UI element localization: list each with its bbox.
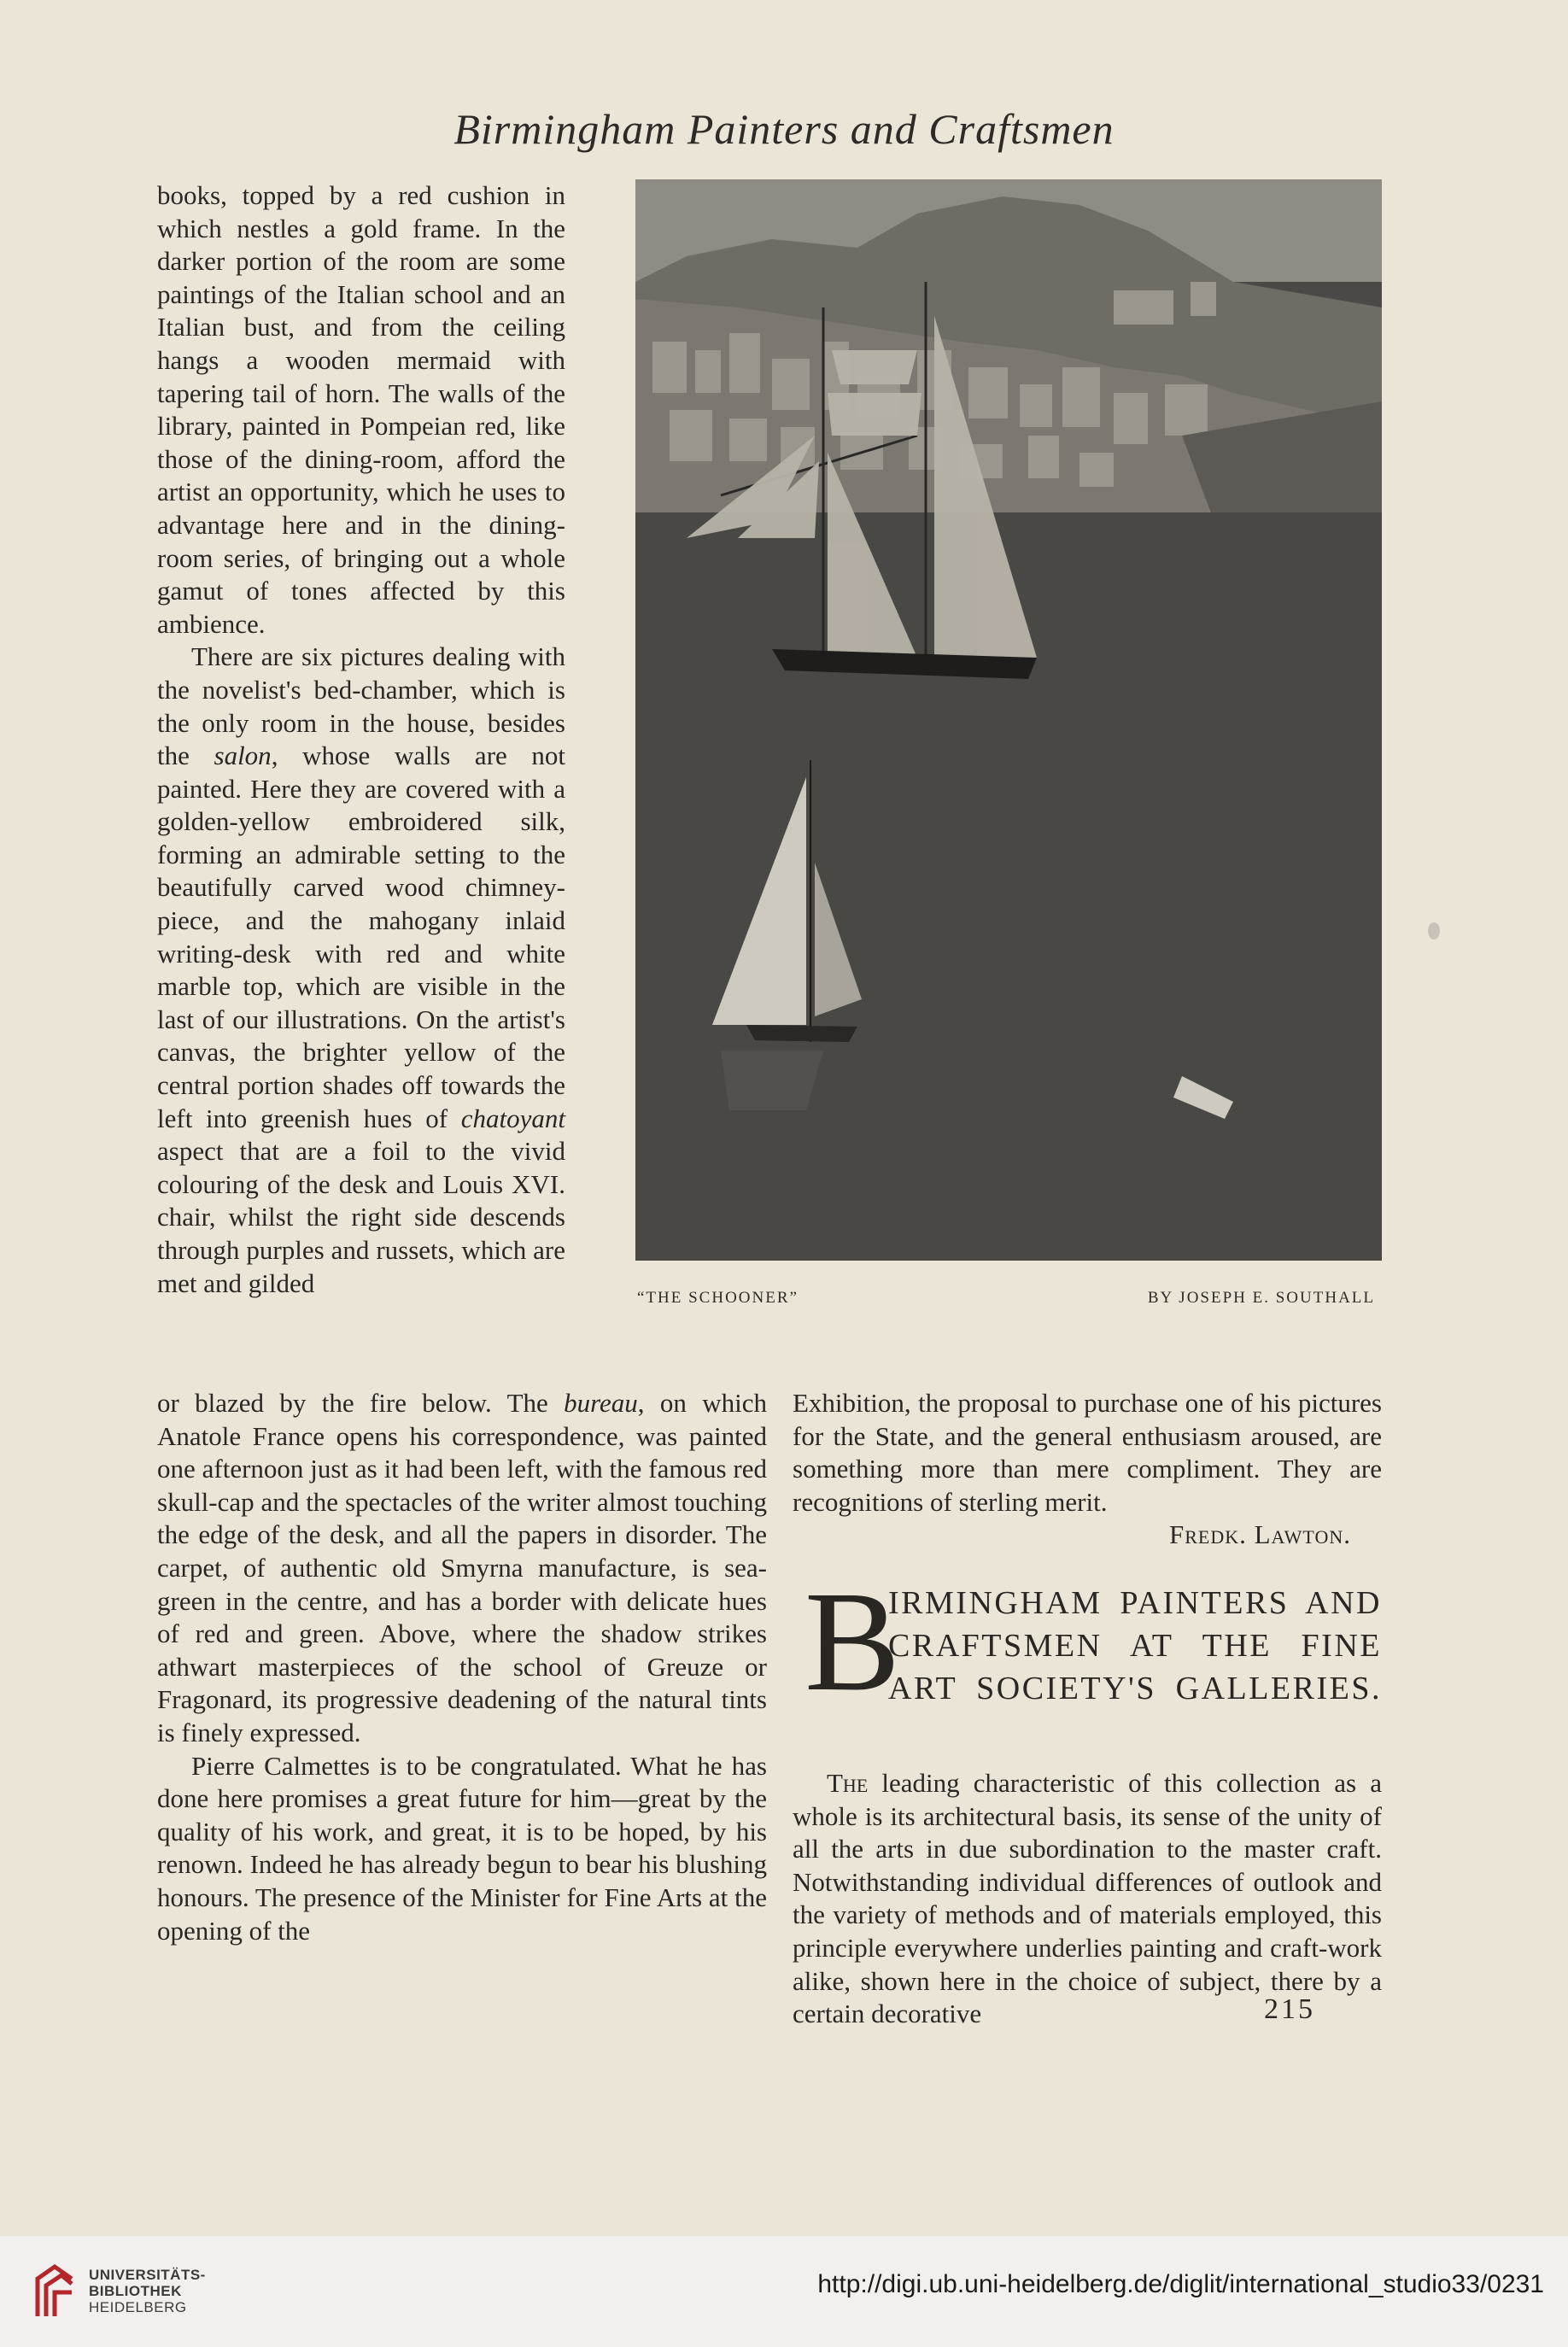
section-heading: [804, 1562, 1385, 1721]
left-column-top: [157, 179, 565, 1300]
paragraph-leading-characteristic: The leading characteristic of this collection as a whole is its architectural basis, its sense of the unity of all the arts in due subordination to the master craft. Notwithstanding individual differences of outlook and the variety of methods and of materials employed, this principle everywhere underlies painting and craft-work alike, shown here in the choice of subject, there by a certain decorative: [793, 1767, 1382, 2029]
library-logo-icon: [31, 2260, 79, 2321]
paragraph-bureau: or blazed by the fire below. The bureau, on which Anatole France opens his correspondence, was painted one afternoon just as it had been left, with the famous red skull-cap and the spectacles of the writer almost touching the edge of the desk, and all the papers in disorder. The carpet, of authentic old Smyrna manufacture, is sea-green in the centre, and has a border with delicate hues of red and green. Above, where the shadow strikes athwart masterpieces of the school of Greuze or Fragonard, its progressive deadening of the natural tints is finely expressed.: [157, 1388, 767, 1747]
paragraph-calmettes: Pierre Calmettes is to be congratulated. What he has done here promises a great future for him—great by the quality of his work, and great, it is to be hoped, by his renown. Indeed he has already begun to bear his blushing honours. The presence of the Minister for Fine Arts at the opening of the: [157, 1750, 767, 1946]
drop-cap: B: [804, 1562, 901, 1721]
heading-lines: [888, 1582, 1382, 1710]
plate-the-schooner: [635, 179, 1382, 1261]
heading-line: IRMINGHAM PAINTERS AND: [888, 1585, 1382, 1621]
library-name: UNIVERSITÄTS- BIBLIOTHEK HEIDELBERG: [89, 2267, 206, 2315]
heading-line: ART SOCIETY'S GALLERIES.: [888, 1671, 1382, 1706]
left-column-bottom: [157, 1387, 767, 1947]
running-head: Birmingham Painters and Craftsmen: [453, 105, 1115, 153]
schooner-illustration: [635, 179, 1382, 1261]
author-signature: Fredk. Lawton.: [1168, 1519, 1351, 1550]
digitization-footer: [0, 2236, 1568, 2347]
paragraph-library: books, topped by a red cushion in which nestles a gold frame. In the darker portion of the room are some paintings of the Italian school and an Italian bust, and from the ceiling hangs a wooden mermaid with tapering tail of horn. The walls of the library, painted in Pompeian red, like those of the dining-room, afford the artist an opportunity, which he uses to advantage here and in the dining-room series, of bringing out a whole gamut of tones affected by this ambience.: [157, 180, 565, 639]
plate-caption-title: “THE SCHOONER”: [637, 1289, 799, 1307]
plate-caption-artist: BY JOSEPH E. SOUTHALL: [1147, 1289, 1375, 1307]
page-number: 215: [1264, 1993, 1315, 2025]
paragraph-bed-chamber: There are six pictures dealing with the novelist's bed-chamber, which is the only room in the house, besides the salon, whose walls are not painted. Here they are covered with a golden-yellow embroidered silk, forming an admirable setting to the beautifully carved wood chimney-piece, and the mahogany inlaid writing-desk with red and white marble top, which are visible in the last of our illustrations. On the artist's canvas, the brighter yellow of the central portion shades off towards the left into greenish hues of chatoyant aspect that are a foil to the vivid colouring of the desk and Louis XVI. chair, whilst the right side descends through purples and russets, which are met and gilded: [157, 641, 566, 1298]
paragraph-exhibition: Exhibition, the proposal to purchase one of his pictures for the State, and the general enthusiasm aroused, are something more than mere compliment. They are recognitions of sterling merit.: [793, 1388, 1382, 1517]
paper-stain: [1428, 922, 1440, 939]
permalink-url[interactable]: http://digi.ub.uni-heidelberg.de/diglit/international_studio33/0231: [817, 2270, 1544, 2298]
heading-line: CRAFTSMEN AT THE FINE: [888, 1628, 1382, 1664]
